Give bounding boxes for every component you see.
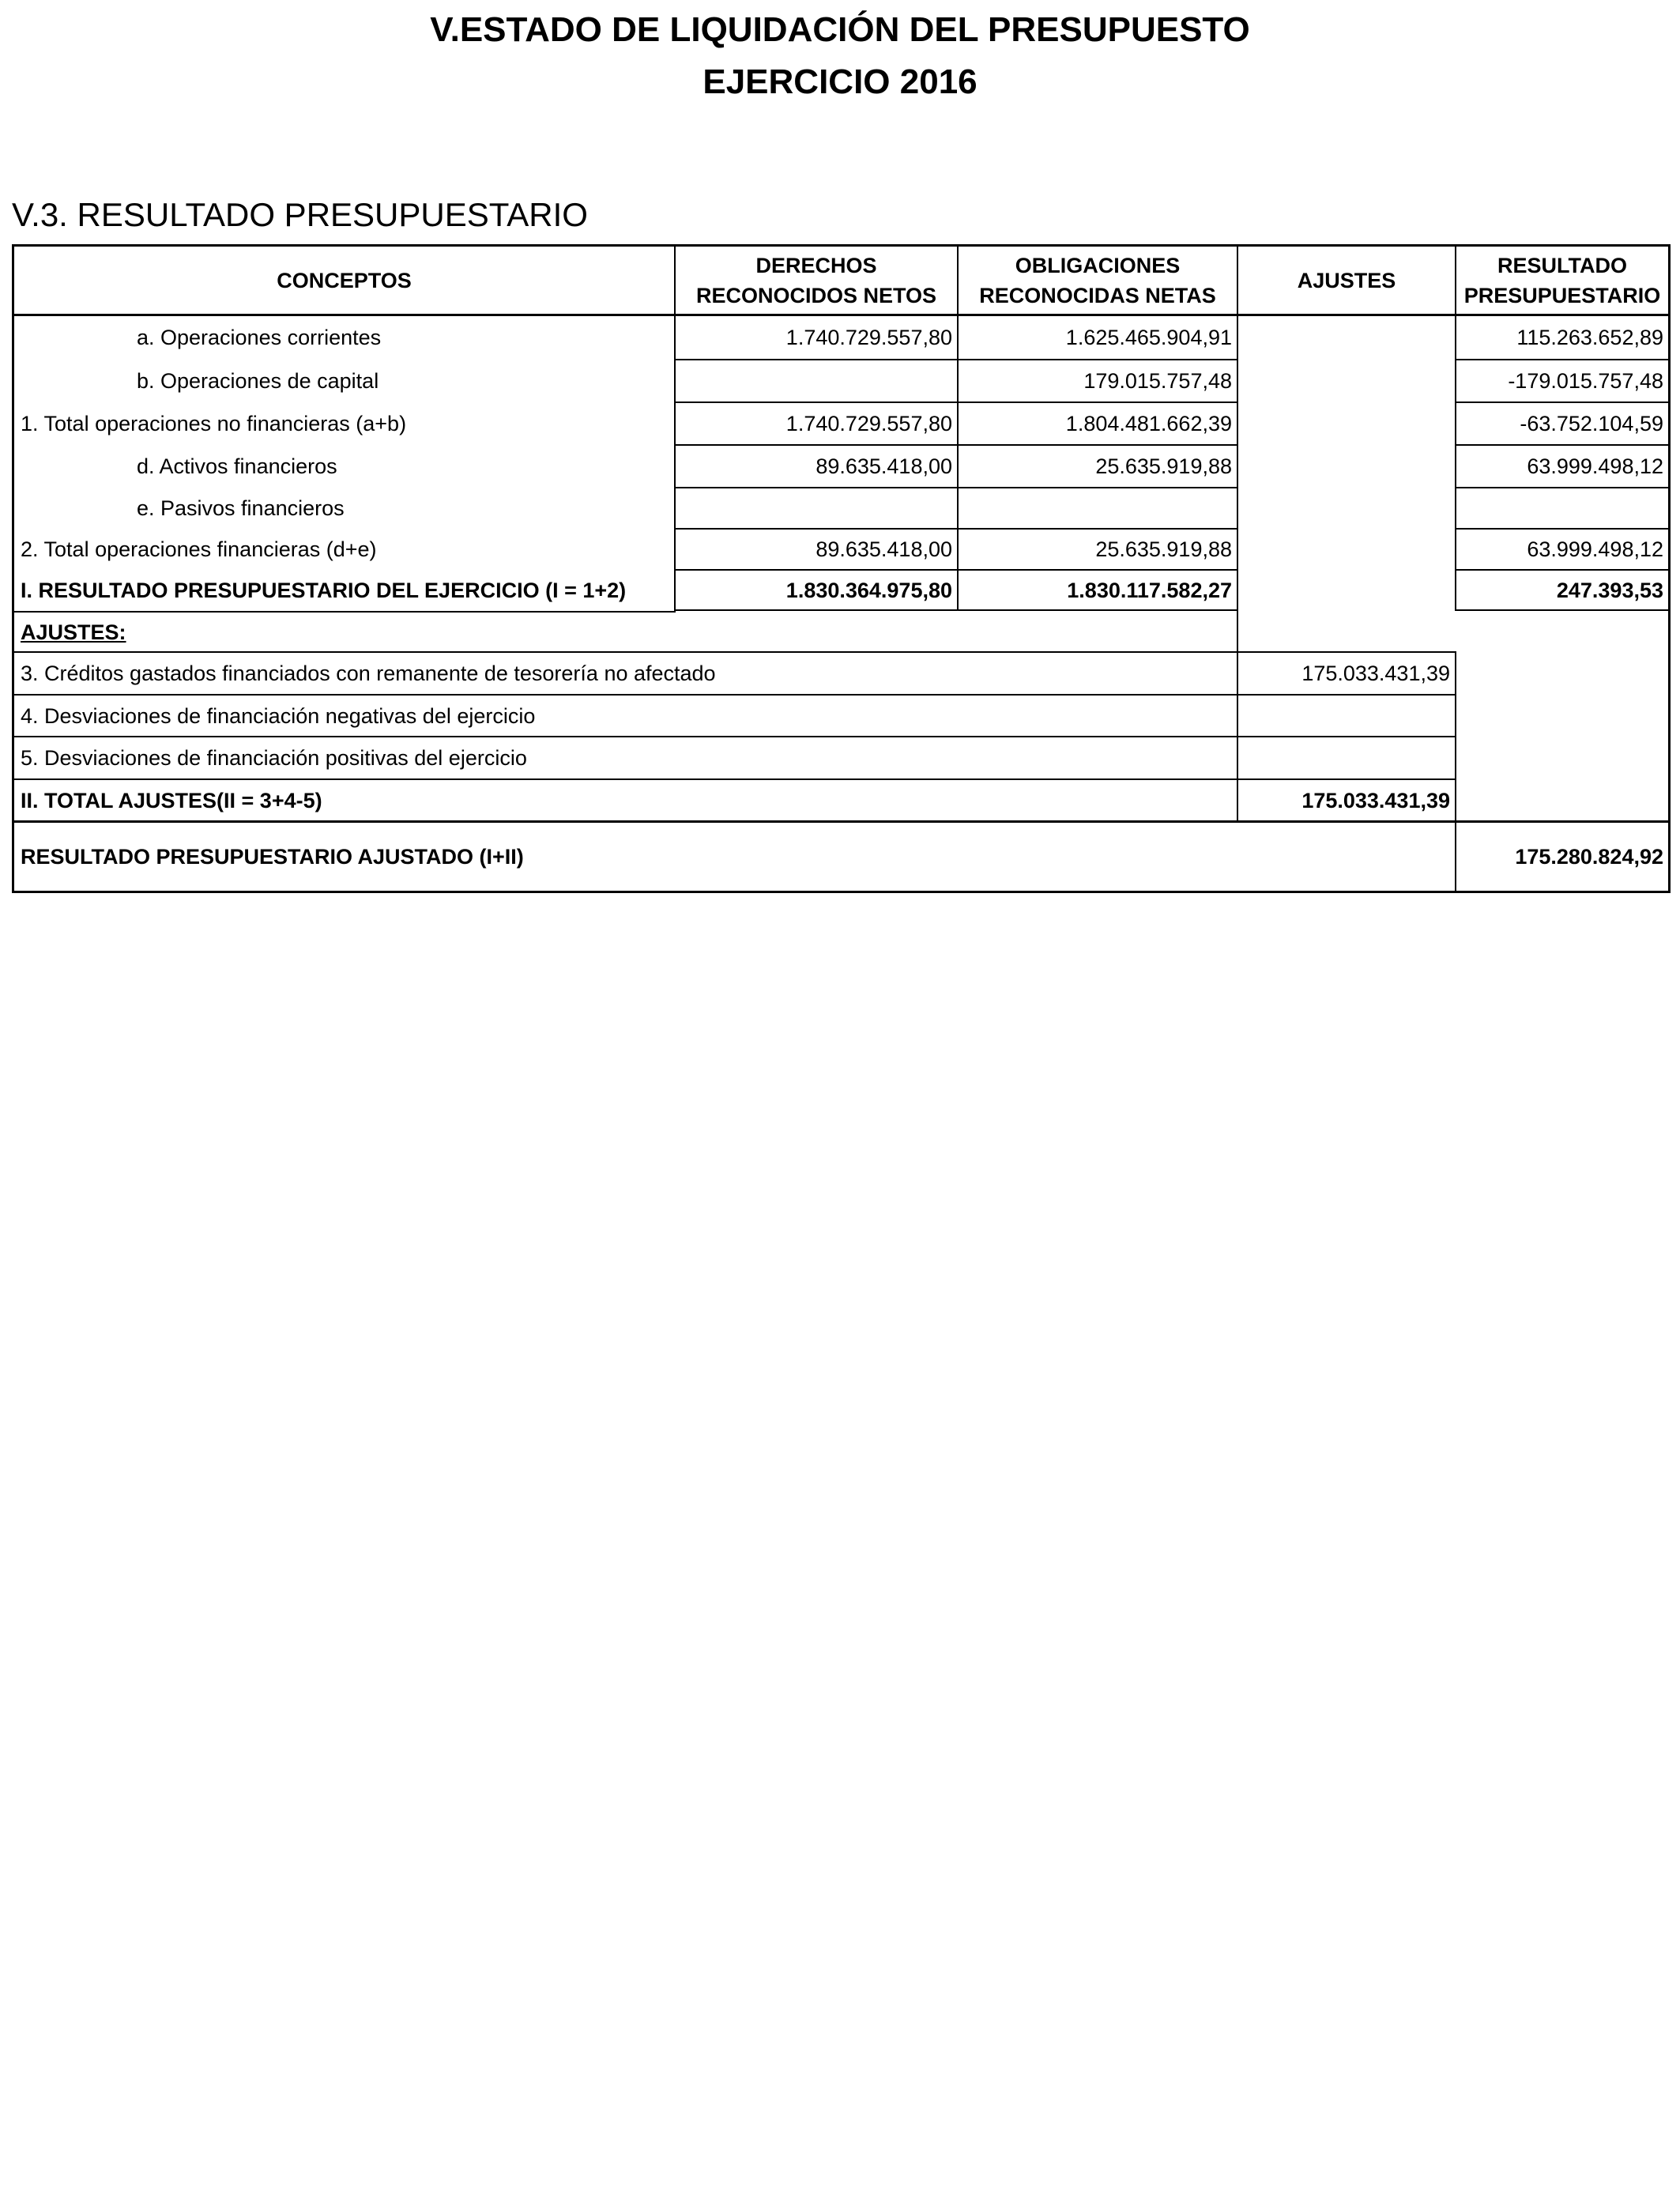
table-row-obligaciones: 1.804.481.662,39 [1065,412,1232,435]
ajustes-row-concept: 4. Desviaciones de financiación negativas del ejercicio [21,703,536,728]
header-obligaciones-line1: OBLIGACIONES [1015,253,1181,277]
row-rule [1456,609,1671,611]
table-row-concept: b. Operaciones de capital [137,369,379,393]
table-row-resultado: 63.999.498,12 [1527,537,1663,561]
table-row-obligaciones [959,488,1237,528]
table-row-obligaciones: 1.830.117.582,27 [1067,578,1232,602]
table-row-resultado: 63.999.498,12 [1527,454,1663,478]
header-derechos-line1: DERECHOS [755,253,877,277]
table-row-concept: 2. Total operaciones financieras (d+e) [21,537,377,561]
final-result-concept: RESULTADO PRESUPUESTARIO AJUSTADO (I+II) [21,845,524,869]
header-resultado [1456,247,1668,314]
ajustes-total-value: 175.033.431,39 [1301,788,1450,812]
ajustes-row-value: 175.033.431,39 [1301,662,1450,685]
section-title: V.3. RESULTADO PRESUPUESTARIO [12,196,588,233]
table-row-concept: e. Pasivos financieros [137,496,345,520]
table-row-derechos [676,488,957,528]
table-border-right [1668,244,1671,893]
ajustes-total-concept: II. TOTAL AJUSTES(II = 3+4-5) [21,788,322,812]
table-row-resultado [1456,488,1668,528]
table-row-obligaciones: 179.015.757,48 [1083,369,1232,393]
ajustes-row-concept: 3. Créditos gastados financiados con remanente de tesorería no afectado [21,662,716,685]
document-subtitle: EJERCICIO 2016 [703,62,977,101]
header-obligaciones-line2: RECONOCIDAS NETAS [979,283,1216,307]
table-row-derechos: 89.635.418,00 [816,537,952,561]
table-row-resultado: 115.263.652,89 [1516,326,1663,349]
ajustes-section-label: AJUSTES: [21,620,126,644]
table-row-derechos: 1.830.364.975,80 [785,578,952,602]
table-row-concept: d. Activos financieros [137,454,337,478]
header-resultado-line1: RESULTADO [1497,253,1627,277]
table-row-derechos: 1.740.729.557,80 [785,412,952,435]
table-row-resultado: 247.393,53 [1556,578,1663,602]
header-resultado-line2: PRESUPUESTARIO [1463,283,1661,307]
table-row-resultado: -63.752.104,59 [1520,412,1663,435]
ajustes-row-concept: 5. Desviaciones de financiación positivas del ejercicio [21,746,527,770]
final-result-value: 175.280.824,92 [1515,845,1663,869]
header-ajustes [1238,247,1455,314]
table-row-derechos: 1.740.729.557,80 [785,326,952,349]
table-row-obligaciones: 1.625.465.904,91 [1065,326,1232,349]
table-row-obligaciones: 25.635.919,88 [1095,537,1232,561]
header-ajustes-label: AJUSTES [1297,268,1396,292]
table-row-concept: I. RESULTADO PRESUPUESTARIO DEL EJERCICIO (I = 1+2) [21,578,627,602]
header-conceptos [14,247,674,314]
table-row-resultado: -179.015.757,48 [1508,369,1663,393]
ajustes-row-value [1238,737,1455,778]
document-title: V.ESTADO DE LIQUIDACIÓN DEL PRESUPUESTO [430,10,1250,49]
table-row-concept: a. Operaciones corrientes [137,326,382,349]
header-obligaciones [959,247,1237,314]
table-row-concept: 1. Total operaciones no financieras (a+b) [21,412,407,435]
header-derechos [676,247,957,314]
table-row-derechos: 89.635.418,00 [816,454,952,478]
table-border-bottom [12,891,1671,893]
table-row-obligaciones: 25.635.919,88 [1095,454,1232,478]
table-row-derechos [676,360,957,401]
header-conceptos-label: CONCEPTOS [277,268,412,292]
ajustes-row-value [1238,696,1455,736]
header-derechos-line2: RECONOCIDOS NETOS [695,283,937,307]
